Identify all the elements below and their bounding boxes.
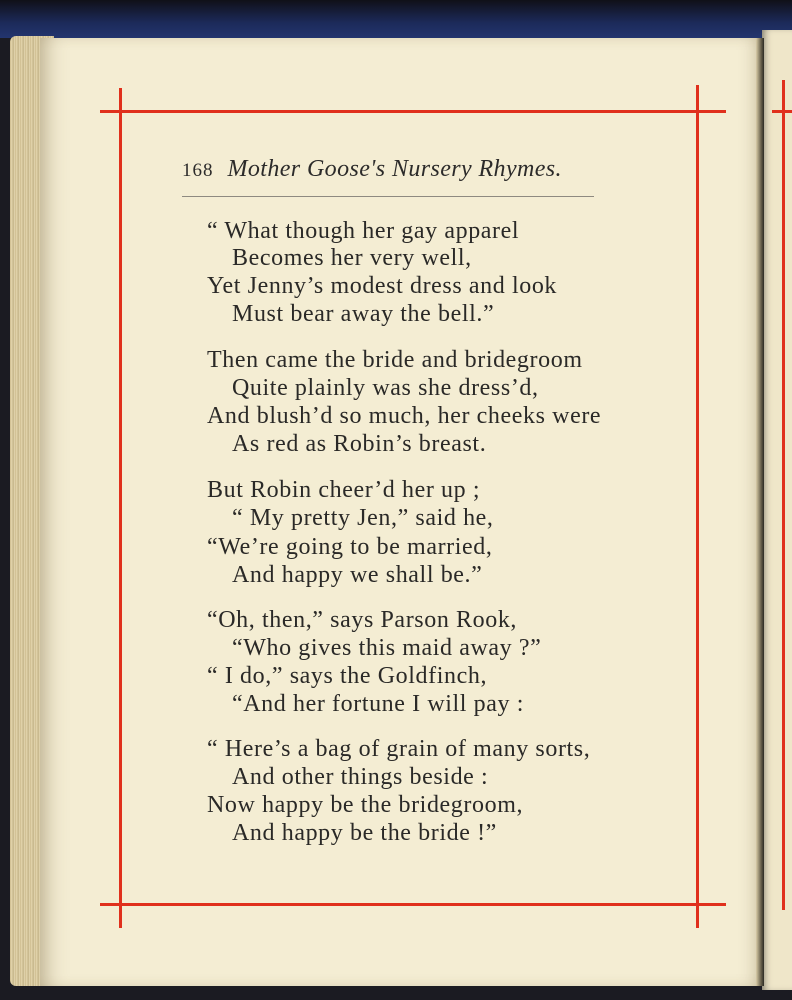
poem-line: And happy we shall be.” [232,562,483,588]
border-rule-right [696,85,699,928]
poem-line: Must bear away the bell.” [232,301,495,327]
poem-line: As red as Robin’s breast. [232,431,487,457]
poem-line: “And her fortune I will pay : [232,691,524,717]
poem-line: And happy be the bride !” [232,820,497,846]
poem-line: Yet Jenny’s modest dress and look [207,273,558,299]
poem-line: “ My pretty Jen,” said he, [232,505,494,531]
poem-line: “Oh, then,” says Parson Rook, [207,607,518,633]
poem-line: “Who gives this maid away ?” [232,635,542,661]
poem-line: “ I do,” says the Goldfinch, [207,663,488,689]
book-title: Mother Goose's Nursery Rhymes. [227,156,562,182]
poem-line: And other things beside : [232,764,489,790]
poem-line: “ Here’s a bag of grain of many sorts, [207,736,591,762]
header-rule [182,196,594,197]
poem-line: But Robin cheer’d her up ; [207,477,481,503]
running-header [182,156,594,190]
poem-line: “We’re going to be married, [207,534,493,560]
book-cover-edge [0,0,792,38]
poem-line: “ What though her gay apparel [207,218,520,244]
poem-line: Then came the bride and bridegroom [207,347,583,373]
facing-page-border-rule [782,80,785,910]
poem-line: Becomes her very well, [232,245,472,271]
border-rule-bottom [100,903,726,906]
page-number: 168 [182,160,214,181]
facing-page [762,30,792,990]
poem-line: Quite plainly was she dress’d, [232,375,539,401]
facing-page-border-rule-top [772,110,792,113]
border-rule-left [119,88,122,928]
poem-line: And blush’d so much, her cheeks were [207,403,602,429]
border-rule-top [100,110,726,113]
page-gutter [756,38,764,986]
poem-line: Now happy be the bridegroom, [207,792,524,818]
